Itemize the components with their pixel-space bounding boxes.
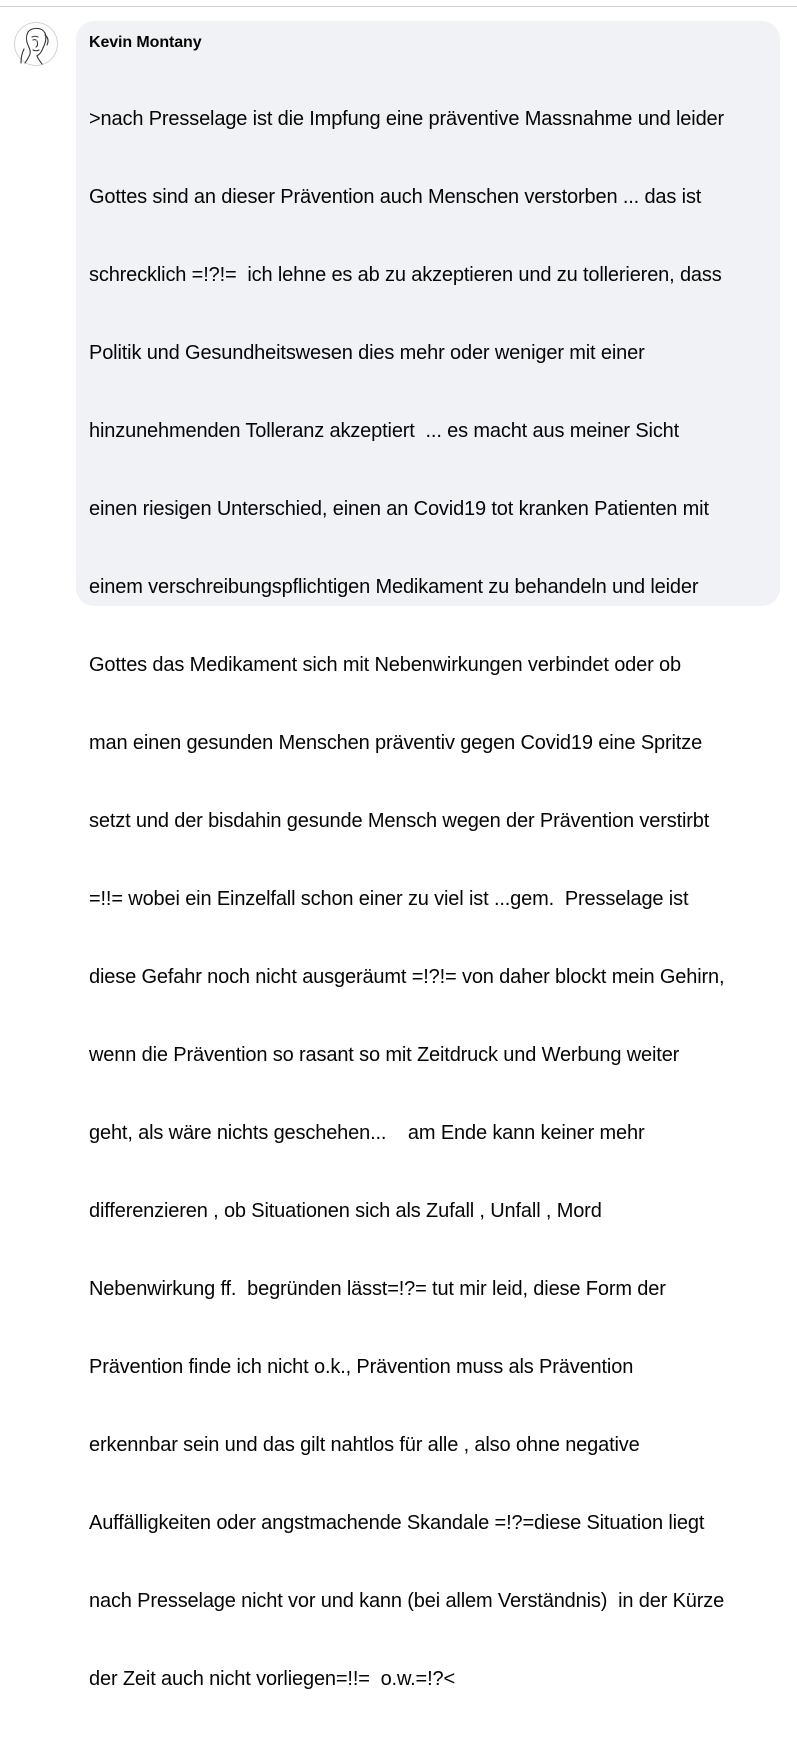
comment-line: wenn die Prävention so rasant so mit Zeitdruck und Werbung weiter — [89, 1044, 680, 1066]
comment-line: Politik und Gesundheitswesen dies mehr oder weniger mit einer — [89, 342, 645, 364]
comment-line: hinzunehmenden Tolleranz akzeptiert ... es macht aus meiner Sicht — [89, 420, 680, 442]
comment-line: erkennbar sein und das gilt nahtlos für alle , also ohne negative — [89, 1434, 640, 1456]
comment-text — [89, 54, 768, 1744]
sketch-face-avatar-icon — [15, 23, 57, 65]
comment-line: der Zeit auch nicht vorliegen=!!= o.w.=!?< — [89, 1668, 456, 1690]
avatar[interactable] — [14, 22, 58, 66]
comment-bubble — [76, 21, 780, 1690]
comment-author[interactable]: Kevin Montany — [89, 34, 202, 51]
comment-line: Gottes das Medikament sich mit Nebenwirkungen verbindet oder ob — [89, 654, 681, 676]
comment-line: einen riesigen Unterschied, einen an Covid19 tot kranken Patienten mit — [89, 498, 709, 520]
comment-line: differenzieren , ob Situationen sich als Zufall , Unfall , Mord — [89, 1200, 602, 1222]
comment-line: Nebenwirkung ff. begründen lässt=!?= tut mir leid, diese Form der — [89, 1278, 666, 1300]
comment-line: Prävention finde ich nicht o.k., Prävention muss als Prävention — [89, 1356, 634, 1378]
comment-line: man einen gesunden Menschen präventiv gegen Covid19 eine Spritze — [89, 732, 703, 754]
comment-line: >nach Presselage ist die Impfung eine präventive Massnahme und leider — [89, 108, 725, 130]
comment-line: geht, als wäre nichts geschehen... am Ende kann keiner mehr — [89, 1122, 645, 1144]
comment-line: diese Gefahr noch nicht ausgeräumt =!?!= von daher blockt mein Gehirn, — [89, 966, 725, 988]
comment-line: schrecklich =!?!= ich lehne es ab zu akzeptieren und zu tollerieren, dass — [89, 264, 722, 286]
comment-line: Auffälligkeiten oder angstmachende Skandale =!?=diese Situation liegt — [89, 1512, 705, 1534]
comment-line: setzt und der bisdahin gesunde Mensch wegen der Prävention verstirbt — [89, 810, 710, 832]
comment-line: =!!= wobei ein Einzelfall schon einer zu viel ist ...gem. Presselage ist — [89, 888, 689, 910]
comment-line: einem verschreibungspflichtigen Medikament zu behandeln und leider — [89, 576, 699, 598]
top-divider — [0, 6, 797, 7]
comment-line: Gottes sind an dieser Prävention auch Menschen verstorben ... das ist — [89, 186, 702, 208]
comment-line: nach Presselage nicht vor und kann (bei allem Verständnis) in der Kürze — [89, 1590, 725, 1612]
